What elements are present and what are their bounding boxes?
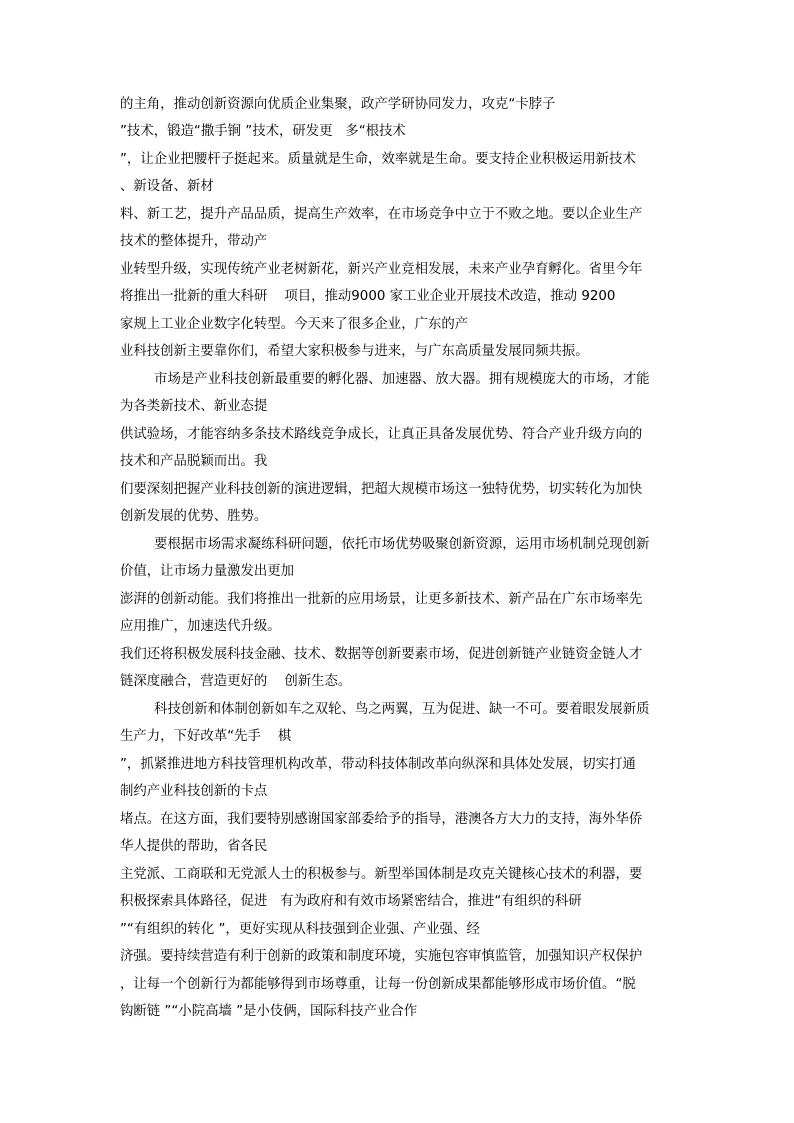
text-line: 创新发展的优势、胜势。 [120,509,268,524]
text-line: 技术的整体提升，带动产 [120,234,268,249]
text-line: ”技术，锻造“撒手锏 ”技术，研发更 多“根技术 [120,124,406,139]
text-line: ”，抓紧推进地方科技管理机构改革，带动科技体制改革向纵深和具体处发展，切实打通 [120,757,636,772]
text-line: 价值，让市场力量激发出更加 [120,564,295,579]
text-line: 、新设备、新材 [120,179,214,194]
text-line: 业转型升级，实现传统产业老树新花，新兴产业竞相发展，未来产业孕育孵化。省里今年 [120,262,643,277]
text-line: 要根据市场需求凝练科研问题，依托市场优势吸聚创新资源，运用市场机制兑现创新 [120,537,650,552]
text-line: 家规上工业企业数字化转型。今天来了很多企业，广东的产 [120,317,469,332]
text-line: 制约产业科技创新的卡点 [120,784,268,799]
text-line: 为各类新技术、新业态提 [120,399,268,414]
text-line: 供试验场，才能容纳多条技术路线竞争成长，让真正具备发展优势、符合产业升级方向的 [120,427,643,442]
text-line: 科技创新和体制创新如车之双轮、鸟之两翼，互为促进、缺一不可。要着眼发展新质 [120,702,650,717]
text-line: 技术和产品脱颖而出。我 [120,454,268,469]
text-line: 生产力，下好改革“先手 棋 [120,729,292,744]
text-line: 应用推广，加速迭代升级。 [120,619,281,634]
text-line: 们要深刻把握产业科技创新的演进逻辑，把超大规模市场这一独特优势，切实转化为加快 [120,482,643,497]
text-line: 链深度融合，营造更好的 创新生态。 [120,674,352,689]
text-line: 华人提供的帮助，省各民 [120,839,268,854]
text-line: 钩断链 ”“小院高墙 ”是小伎俩，国际科技产业合作 [120,1004,418,1019]
text-line: 市场是产业科技创新最重要的孵化器、加速器、放大器。拥有规模庞大的市场，才能 [120,372,650,387]
text-line: 我们还将积极发展科技金融、技术、数据等创新要素市场，促进创新链产业链资金链人才 [120,647,643,662]
text-line: ，让每一个创新行为都能够得到市场尊重，让每一份创新成果都能够形成市场价值。“脱 [120,977,636,992]
text-line: 将推出一批新的重大科研 项目，推动9000 家工业企业开展技术改造，推动 9200 [120,289,616,304]
text-line: 济强。要持续营造有利于创新的政策和制度环境，实施包容审慎监管，加强知识产权保护 [120,949,643,964]
text-line: ”“有组织的转化 ”，更好实现从科技强到企业强、产业强、经 [120,922,480,937]
text-line: 积极探索具体路径，促进 有为政府和有效市场紧密结合，推进“有组织的科研 [120,894,582,909]
text-line: 主党派、工商联和无党派人士的积极参与。新型举国体制是攻克关键核心技术的利器，要 [120,867,643,882]
text-line: 料、新工艺，提升产品品质，提高生产效率，在市场竞争中立于不败之地。要以企业生产 [120,207,643,222]
text-line: 澎湃的创新动能。我们将推出一批新的应用场景，让更多新技术、新产品在广东市场率先 [120,592,643,607]
text-line: 业科技创新主要靠你们，希望大家积极参与进来，与广东高质量发展同频共振。 [120,344,589,359]
text-line: 堵点。在这方面，我们要特别感谢国家部委给予的指导，港澳各方大力的支持，海外华侨 [120,812,643,827]
text-line: ”，让企业把腰杆子挺起来。质量就是生命，效率就是生命。要支持企业积极运用新技术 [120,152,636,167]
text-line: 的主角，推动创新资源向优质企业集聚，政产学研协同发力，攻克“卡脖子 [120,97,556,112]
